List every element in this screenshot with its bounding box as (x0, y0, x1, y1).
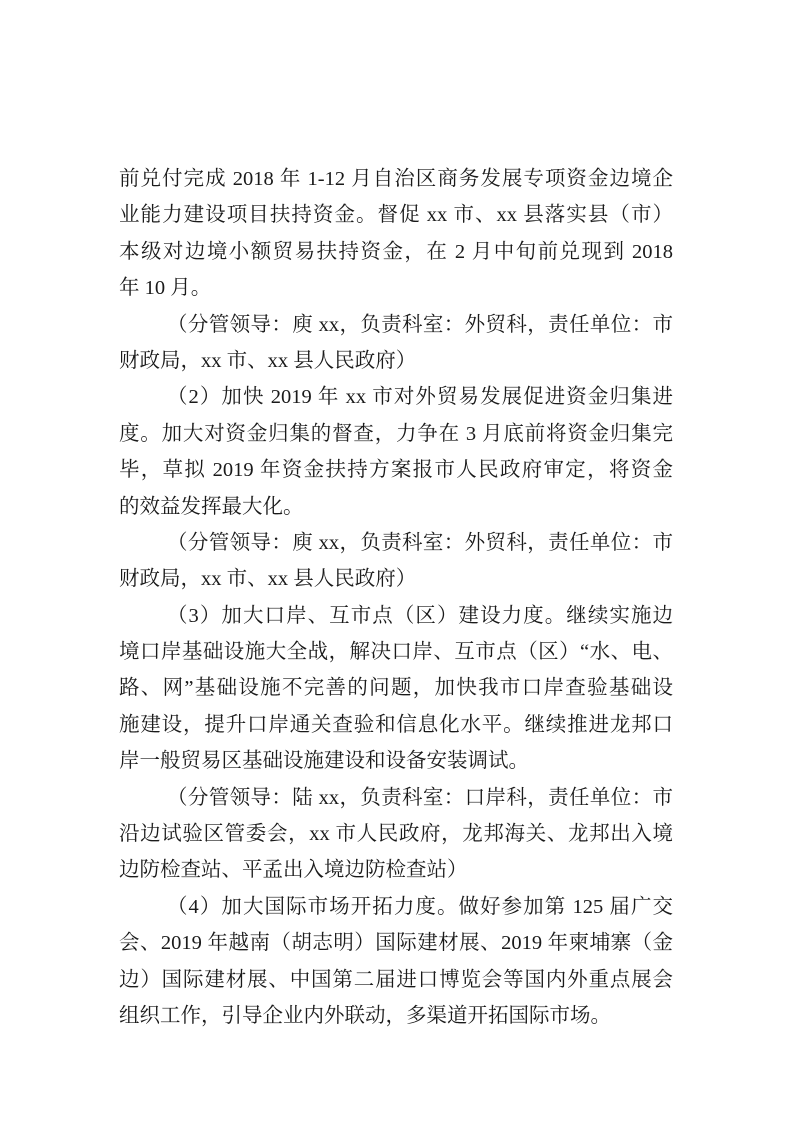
text-line: 的效益发挥最大化。 (119, 495, 304, 518)
text-line: 度。加大对资金归集的督查，力争在 3 月底前将资金归集完 (119, 422, 673, 445)
text-line: 毕，草拟 2019 年资金扶持方案报市人民政府审定，将资金 (119, 459, 673, 482)
text-line: （分管领导：庾 xx，负责科室：外贸科，责任单位：市 (167, 313, 673, 336)
text-line: （4）加大国际市场开拓力度。做好参加第 125 届广交 (167, 895, 673, 918)
text-line: （分管领导：陆 xx，负责科室：口岸科，责任单位：市 (167, 786, 673, 809)
text-line: （2）加快 2019 年 xx 市对外贸易发展促进资金归集进 (167, 386, 673, 409)
text-line: 边防检查站、平孟出入境边防检查站） (119, 859, 468, 882)
text-line: （3）加大口岸、互市点（区）建设力度。继续实施边 (167, 604, 673, 627)
text-line: 沿边试验区管委会，xx 市人民政府，龙邦海关、龙邦出入境 (119, 823, 673, 846)
text-line: 境口岸基础设施大全战，解决口岸、互市点（区）“水、电、 (119, 641, 673, 664)
text-line: 前兑付完成 2018 年 1-12 月自治区商务发展专项资金边境企 (119, 168, 673, 190)
document-body (119, 161, 673, 1034)
text-line: 路、网”基础设施不完善的问题，加快我市口岸查验基础设 (119, 677, 673, 700)
text-line: 财政局，xx 市、xx 县人民政府） (119, 349, 417, 372)
text-line: 组织工作，引导企业内外联动，多渠道开拓国际市场。 (119, 1004, 611, 1027)
text-line: 年 10 月。 (119, 277, 212, 300)
text-line: 财政局，xx 市、xx 县人民政府） (119, 568, 417, 591)
text-line: （分管领导：庾 xx，负责科室：外贸科，责任单位：市 (167, 531, 673, 554)
text-line: 会、2019 年越南（胡志明）国际建材展、2019 年柬埔寨（金 (119, 932, 673, 955)
text-line: 业能力建设项目扶持资金。督促 xx 市、xx 县落实县（市） (119, 204, 673, 227)
text-line: 施建设，提升口岸通关查验和信息化水平。继续推进龙邦口 (119, 713, 673, 736)
text-line: 边）国际建材展、中国第二届进口博览会等国内外重点展会 (119, 968, 673, 991)
text-line: 岸一般贸易区基础设施建设和设备安装调试。 (119, 750, 529, 773)
text-line: 本级对边境小额贸易扶持资金，在 2 月中旬前兑现到 2018 (119, 240, 673, 263)
